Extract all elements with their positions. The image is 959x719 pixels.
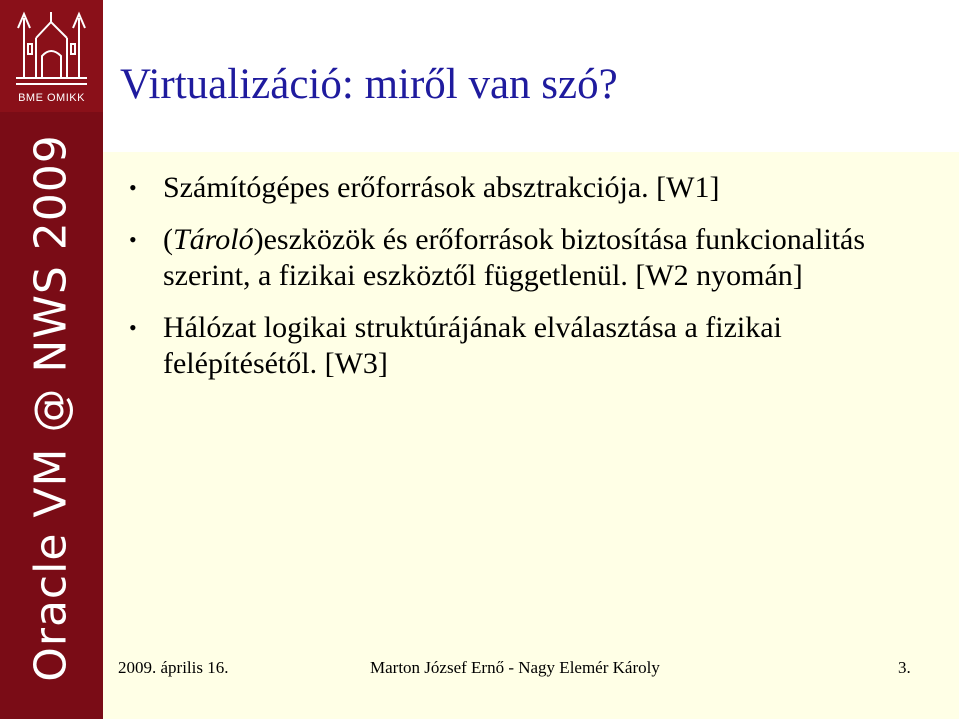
footer-page-number: 3. <box>898 658 911 677</box>
vertical-label-wrapper <box>6 134 96 682</box>
footer-date: 2009. április 16. <box>118 658 229 677</box>
bme-logo <box>0 0 103 112</box>
sidebar <box>0 0 103 719</box>
bullet-icon: • <box>129 175 137 200</box>
bullet-list <box>123 170 883 398</box>
slide-content <box>103 152 959 719</box>
vertical-label: Oracle VM @ NWS 2009 <box>25 134 77 682</box>
bullet-item <box>123 310 883 382</box>
bullet-text-prefix: ( <box>163 223 173 256</box>
logo-text: BME OMIKK <box>18 92 85 104</box>
bullet-text: Számítógépes erőforrások absztrakciója. [W1] <box>163 171 720 204</box>
slide-title: Virtualizáció: miről van szó? <box>120 61 618 108</box>
bullet-item <box>123 222 883 294</box>
bullet-icon: • <box>129 227 137 252</box>
bullet-text: Hálózat logikai struktúrájának elválasztása a fizikai felépítésétől. [W3] <box>163 311 782 380</box>
bullet-text: )eszközök és erőforrások biztosítása funkcionalitás szerint, a fizikai eszköztől függetlenül. [W2 nyomán] <box>163 223 866 292</box>
bullet-item <box>123 170 883 206</box>
building-logo-icon <box>14 8 89 90</box>
footer-authors: Marton József Ernő - Nagy Elemér Károly <box>370 658 660 677</box>
bullet-text-italic: Tároló <box>173 223 254 256</box>
bullet-icon: • <box>129 315 137 340</box>
